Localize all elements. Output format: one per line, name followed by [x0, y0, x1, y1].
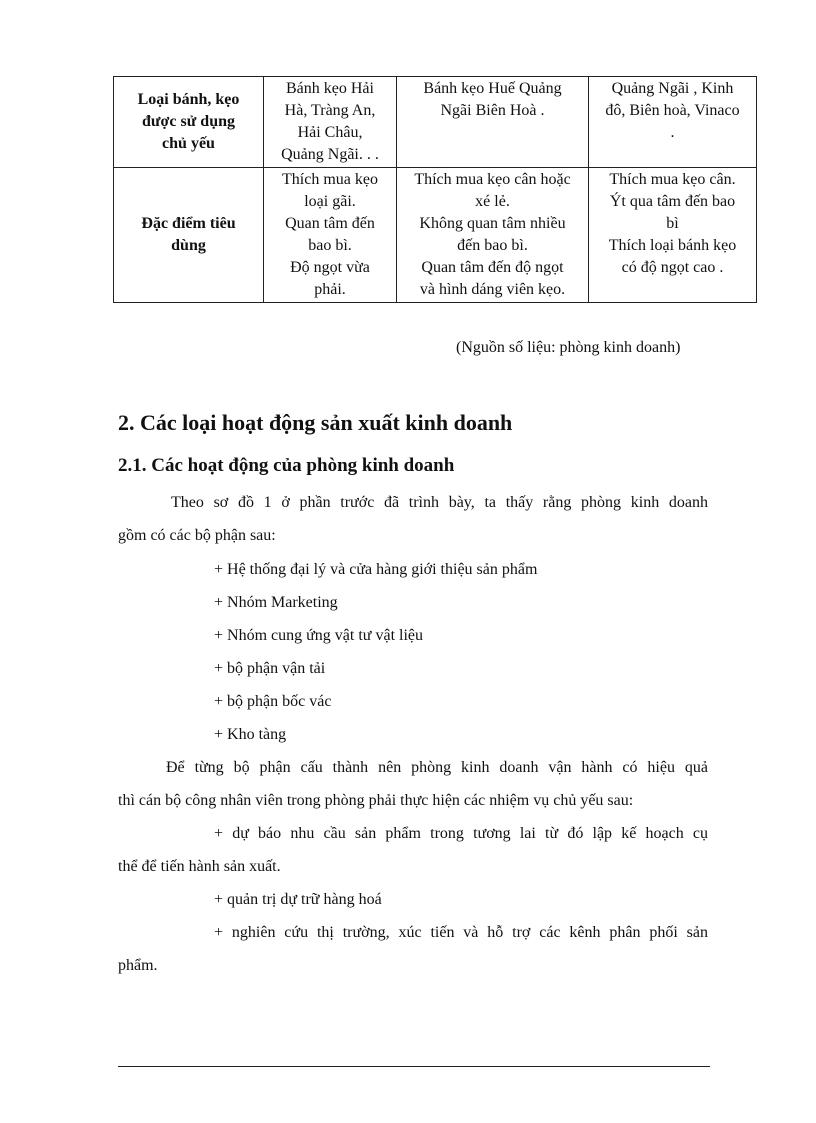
paragraph-line: Để từng bộ phận cấu thành nên phòng kinh doanh vận hành có hiệu quả: [166, 759, 708, 776]
subsection-heading: 2.1. Các hoạt động của phòng kinh doanh: [118, 455, 455, 476]
table-cell: [264, 168, 397, 303]
cell-text: .: [670, 124, 675, 141]
row-header-cell: [114, 77, 264, 168]
paragraph-line: thể để tiến hành sản xuất.: [118, 858, 281, 875]
cell-text: dùng: [171, 237, 206, 254]
cell-text: loại gãi.: [304, 193, 356, 210]
cell-text: Quan tâm đến độ ngọt: [421, 259, 564, 276]
list-item: + bộ phận vận tải: [214, 660, 326, 677]
table-cell: [589, 168, 757, 303]
paragraph-line: Theo sơ đồ 1 ở phần trước đã trình bày, ta thấy rằng phòng kinh doanh: [171, 494, 708, 511]
cell-text: Quan tâm đến: [285, 215, 375, 232]
cell-text: xé lẻ.: [475, 193, 510, 210]
cell-text: Không quan tâm nhiều: [419, 215, 566, 232]
cell-text: Ngãi Biên Hoà .: [440, 102, 545, 119]
footer-divider: [118, 1066, 710, 1067]
section-heading: 2. Các loại hoạt động sản xuất kinh doanh: [118, 410, 513, 435]
cell-text: Đặc điểm tiêu: [141, 215, 236, 232]
cell-text: Hải Châu,: [297, 124, 363, 141]
cell-text: Quảng Ngãi. . .: [281, 146, 379, 163]
list-item: + Hệ thống đại lý và cửa hàng giới thiệu sản phẩm: [214, 561, 538, 578]
cell-text: Hà, Tràng An,: [284, 102, 376, 119]
list-item: + Nhóm cung ứng vật tư vật liệu: [214, 627, 423, 644]
cell-text: bao bì.: [308, 237, 352, 254]
cell-text: Bánh kẹo Huế Quảng: [423, 80, 562, 97]
list-item: + Kho tàng: [214, 726, 287, 743]
row-header-cell: [114, 168, 264, 303]
paragraph-line: thì cán bộ công nhân viên trong phòng phải thực hiện các nhiệm vụ chủ yếu sau:: [118, 792, 634, 809]
table-cell: [264, 77, 397, 168]
list-item: + quản trị dự trữ hàng hoá: [214, 891, 382, 908]
cell-text: được sử dụng: [142, 113, 235, 130]
cell-text: chủ yếu: [162, 135, 215, 152]
cell-text: Thích mua kẹo: [282, 171, 378, 188]
cell-text: Thích loại bánh kẹo: [608, 237, 737, 254]
cell-text: phải.: [314, 281, 346, 298]
cell-text: và hình dáng viên kẹo.: [419, 281, 566, 298]
consumer-table: [113, 76, 757, 303]
paragraph-line: phẩm.: [118, 957, 158, 974]
cell-text: Thích mua kẹo cân.: [609, 171, 736, 188]
cell-text: có độ ngọt cao .: [621, 259, 724, 276]
table-row: [114, 77, 757, 168]
list-item: + bộ phận bốc vác: [214, 693, 332, 710]
paragraph-line: + dự báo nhu cầu sản phẩm trong tương lai từ đó lập kế hoạch cụ: [214, 825, 708, 842]
cell-text: Ýt qua tâm đến bao: [609, 193, 736, 210]
table-cell: [589, 77, 757, 168]
cell-text: Loại bánh, kẹo: [137, 91, 240, 108]
cell-text: Thích mua kẹo cân hoặc: [414, 171, 571, 188]
table-cell: [397, 77, 589, 168]
cell-text: Bánh kẹo Hải: [286, 80, 374, 97]
table-row: [114, 168, 757, 303]
cell-text: đến bao bì.: [457, 237, 528, 254]
paragraph-line: + nghiên cứu thị trường, xúc tiến và hỗ trợ các kênh phân phối sản: [214, 924, 708, 941]
paragraph-line: gồm có các bộ phận sau:: [118, 527, 276, 544]
cell-text: Độ ngọt vừa: [290, 259, 370, 276]
source-note: (Nguồn số liệu: phòng kinh doanh): [456, 339, 681, 356]
cell-text: Quảng Ngãi , Kinh: [611, 80, 734, 97]
cell-text: bì: [666, 215, 679, 232]
cell-text: đô, Biên hoà, Vinaco: [605, 102, 740, 119]
list-item: + Nhóm Marketing: [214, 594, 338, 611]
table-cell: [397, 168, 589, 303]
